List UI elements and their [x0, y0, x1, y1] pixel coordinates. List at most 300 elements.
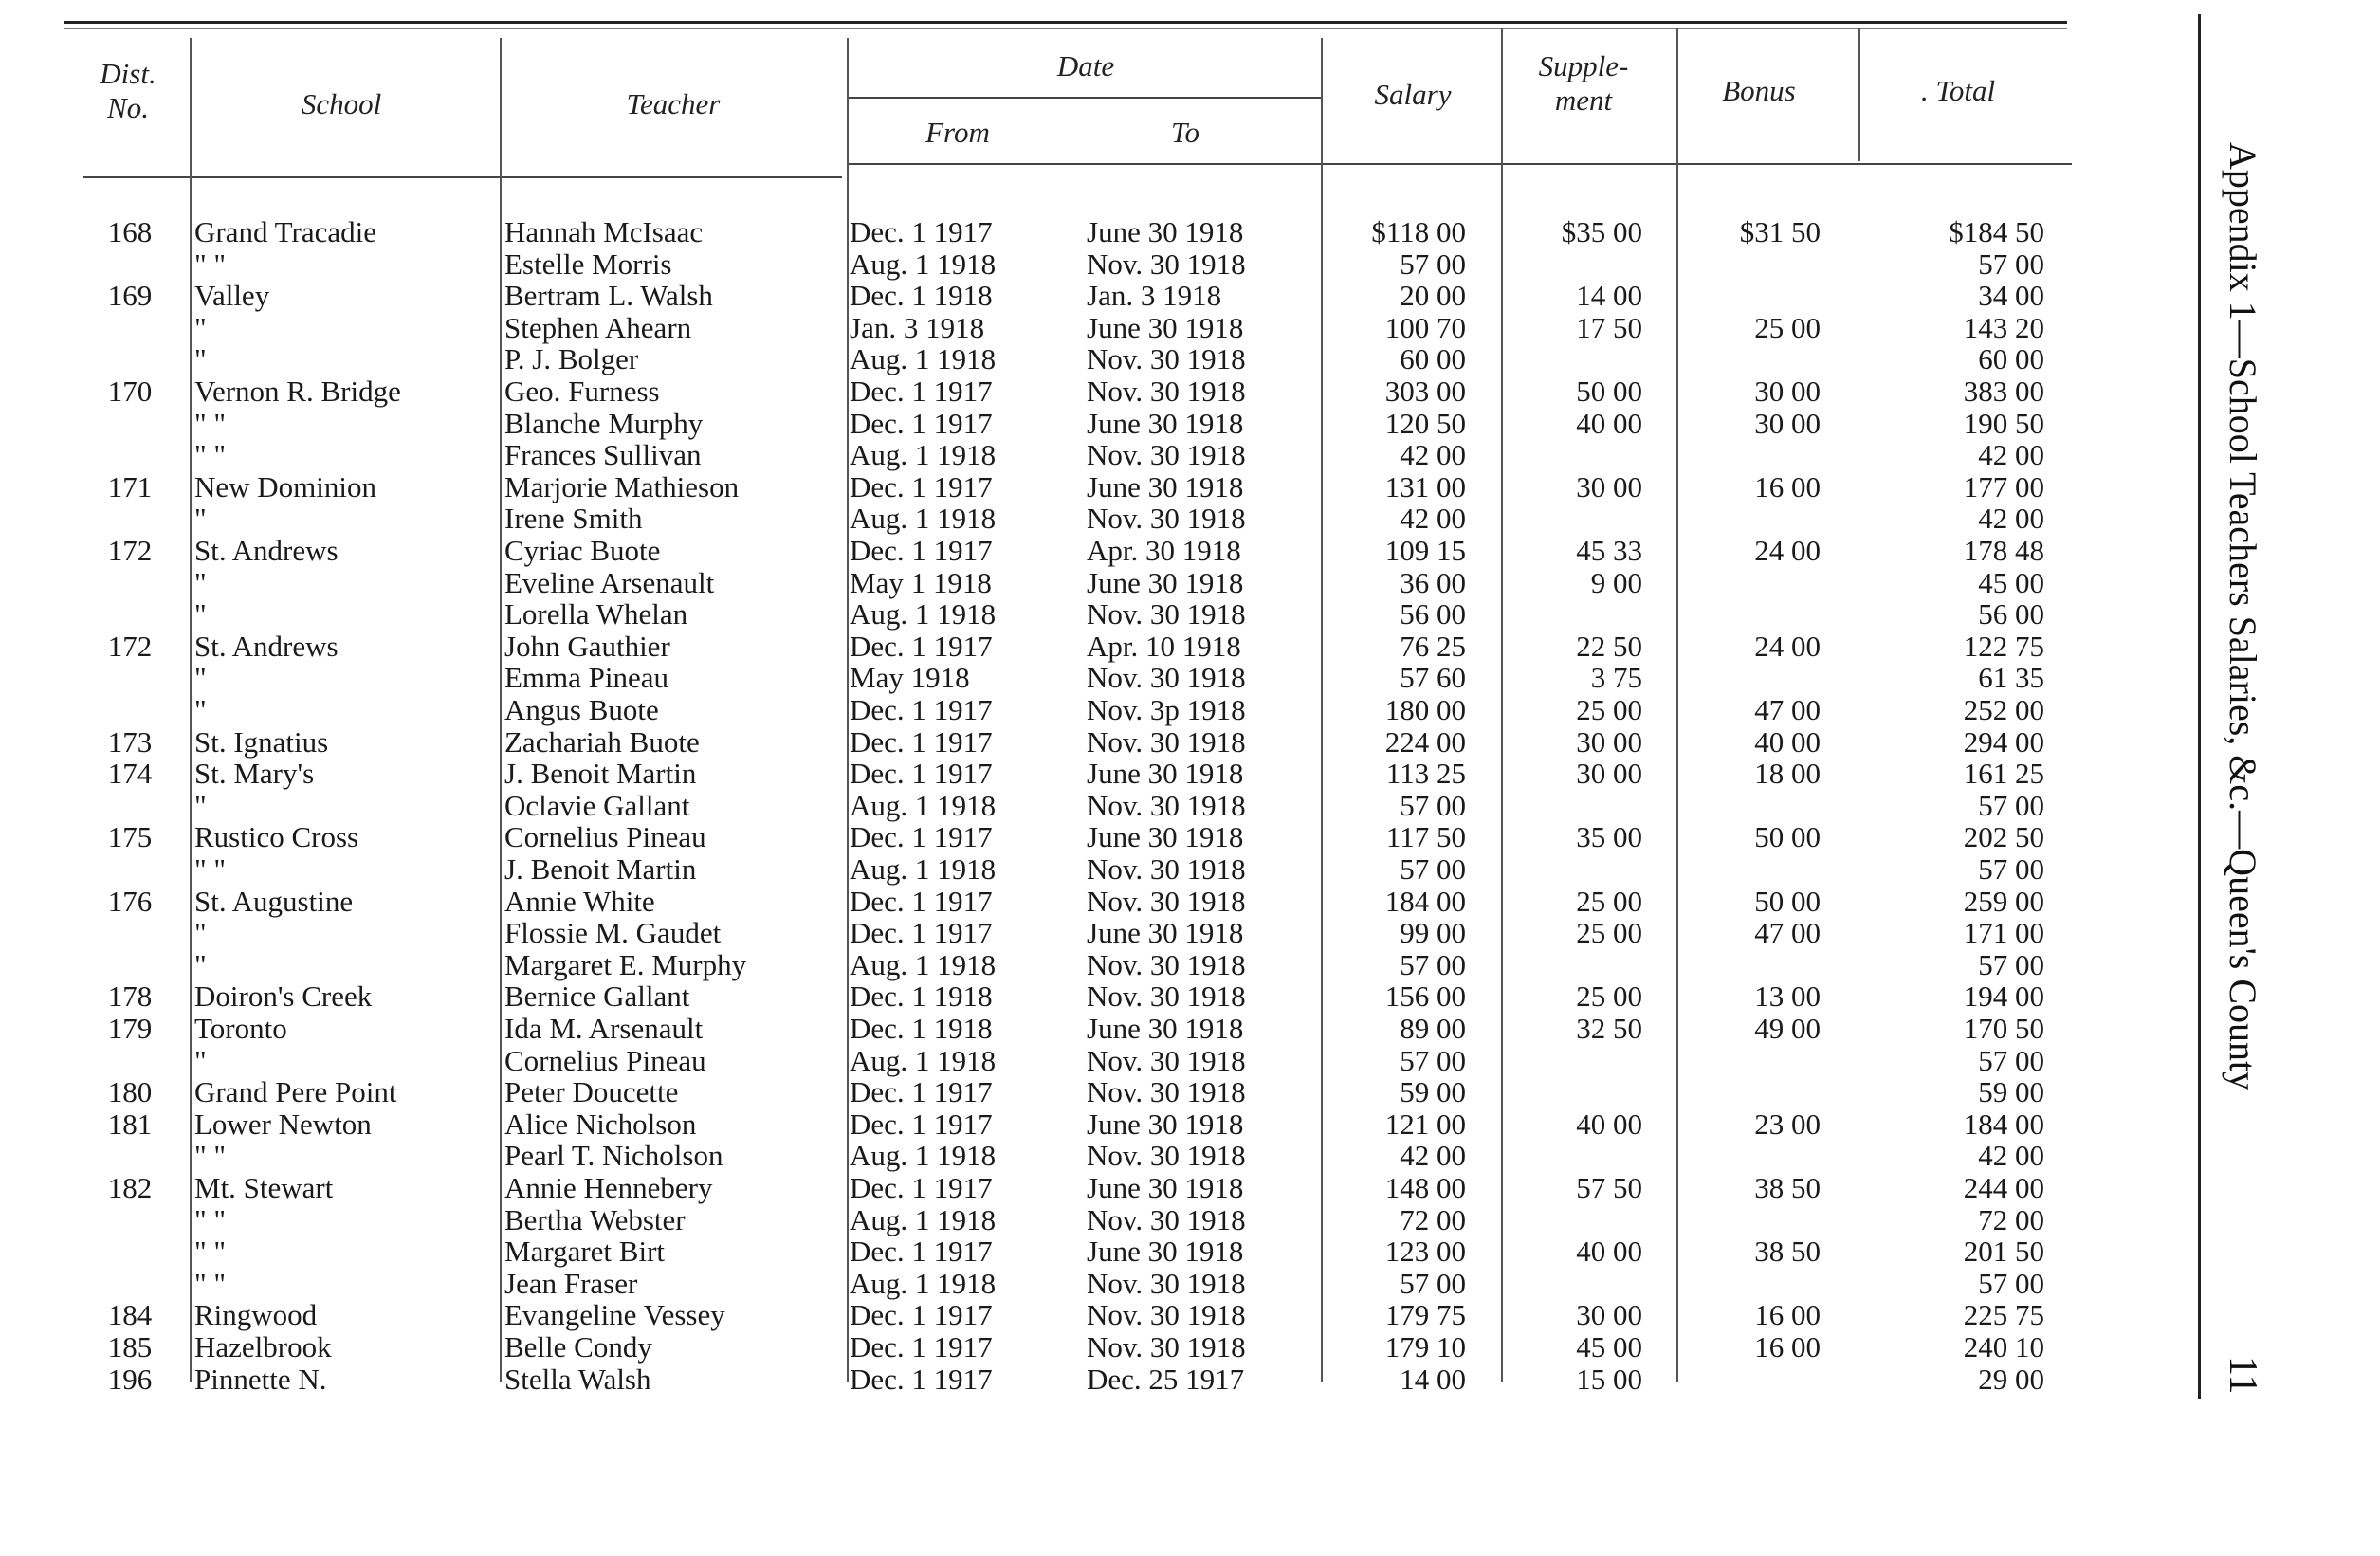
header-from: From — [925, 116, 990, 149]
teacher-cell: Cornelius Pineau — [504, 820, 706, 854]
salary-cell: 57 00 — [1400, 1266, 1466, 1300]
table-row — [0, 790, 2181, 822]
total-cell: 259 00 — [1963, 884, 2044, 918]
salary-cell: 180 00 — [1384, 693, 1466, 726]
salary-cell: 57 60 — [1400, 661, 1466, 695]
date-from-cell: Dec. 1 1917 — [850, 1362, 993, 1396]
total-cell: 194 00 — [1963, 979, 2044, 1014]
teacher-cell: Estelle Morris — [504, 247, 672, 281]
table-row — [0, 1140, 2181, 1172]
teacher-cell: John Gauthier — [504, 629, 670, 663]
date-from-cell: Aug. 1 1918 — [850, 1043, 997, 1077]
supplement-cell: $35 00 — [1561, 215, 1642, 248]
salary-cell: 120 50 — [1384, 406, 1466, 440]
teacher-cell: Evangeline Vessey — [504, 1298, 725, 1332]
header-supplement-line2: ment — [1554, 83, 1613, 117]
table-row — [0, 1045, 2181, 1077]
date-to-cell: June 30 1918 — [1087, 1235, 1244, 1269]
school-cell: " " — [194, 852, 227, 886]
teacher-cell: Pearl T. Nicholson — [504, 1139, 723, 1173]
date-from-cell: Dec. 1 1917 — [850, 1107, 993, 1141]
date-to-cell: Nov. 30 1918 — [1087, 661, 1246, 695]
table-row — [0, 312, 2181, 344]
total-cell: 57 00 — [1978, 947, 2044, 981]
salary-cell: 76 25 — [1400, 629, 1466, 663]
dist-cell: 185 — [107, 1330, 153, 1364]
date-to-cell: June 30 1918 — [1087, 565, 1244, 599]
total-cell: 178 48 — [1963, 534, 2044, 567]
table-row — [0, 280, 2181, 312]
salary-cell: 184 00 — [1384, 884, 1466, 918]
teacher-cell: Blanche Murphy — [504, 406, 704, 440]
teacher-cell: Stella Walsh — [504, 1362, 651, 1396]
supplement-cell: 14 00 — [1576, 279, 1642, 313]
teacher-cell: Margaret E. Murphy — [504, 947, 747, 981]
date-to-cell: Nov. 30 1918 — [1087, 375, 1246, 408]
teacher-cell: Zachariah Buote — [504, 724, 700, 759]
salary-cell: 57 00 — [1400, 852, 1466, 886]
salary-cell: 56 00 — [1400, 597, 1466, 632]
page-number: 11 — [2221, 1356, 2264, 1395]
total-cell: 143 20 — [1963, 310, 2044, 344]
supplement-cell: 30 00 — [1576, 469, 1642, 503]
date-to-cell: Nov. 30 1918 — [1087, 597, 1246, 632]
school-cell: " — [194, 342, 207, 376]
salary-cell: 224 00 — [1384, 724, 1466, 759]
total-cell: 225 75 — [1963, 1298, 2044, 1332]
total-cell: 60 00 — [1978, 342, 2044, 376]
salary-cell: 100 70 — [1384, 310, 1466, 344]
table-row — [0, 980, 2181, 1013]
dist-cell: 173 — [107, 724, 153, 759]
school-cell: " — [194, 788, 207, 822]
dist-cell: 170 — [107, 375, 153, 408]
teacher-cell: J. Benoit Martin — [504, 852, 697, 886]
dist-cell: 172 — [107, 629, 153, 663]
table-row — [0, 439, 2181, 471]
date-to-cell: Jan. 3 1918 — [1087, 279, 1222, 313]
teacher-cell: Frances Sullivan — [504, 438, 702, 472]
table-row — [0, 471, 2181, 503]
table-row — [0, 1331, 2181, 1364]
total-cell: 171 00 — [1963, 916, 2044, 950]
teacher-cell: Angus Buote — [504, 693, 659, 726]
date-to-cell: Nov. 30 1918 — [1087, 1043, 1246, 1077]
teacher-cell: Oclavie Gallant — [504, 788, 690, 822]
bonus-cell: 49 00 — [1754, 1012, 1821, 1045]
dist-cell: 171 — [107, 469, 153, 503]
table-row — [0, 758, 2181, 790]
date-from-cell: Dec. 1 1917 — [850, 1171, 993, 1204]
date-from-cell: Dec. 1 1917 — [850, 724, 993, 759]
total-cell: 72 00 — [1978, 1202, 2044, 1236]
total-cell: 252 00 — [1963, 693, 2044, 726]
salary-cell: 89 00 — [1400, 1012, 1466, 1045]
date-to-cell: Nov. 30 1918 — [1087, 247, 1246, 281]
bonus-cell: 38 50 — [1754, 1235, 1821, 1269]
table-row — [0, 1236, 2181, 1268]
school-cell: St. Mary's — [194, 757, 315, 791]
date-from-cell: Aug. 1 1918 — [850, 597, 997, 632]
school-cell: " " — [194, 1266, 227, 1300]
supplement-cell: 35 00 — [1576, 820, 1642, 854]
date-to-cell: Nov. 30 1918 — [1087, 724, 1246, 759]
table-row — [0, 1204, 2181, 1236]
table-row — [0, 567, 2181, 599]
bonus-cell: 50 00 — [1754, 884, 1821, 918]
date-from-cell: Dec. 1 1917 — [850, 1330, 993, 1364]
date-to-cell: Nov. 30 1918 — [1087, 1139, 1246, 1173]
salary-cell: 57 00 — [1400, 247, 1466, 281]
school-cell: New Dominion — [194, 469, 377, 503]
school-cell: " " — [194, 1139, 227, 1173]
date-to-cell: Nov. 3p 1918 — [1087, 693, 1246, 726]
school-cell: Doiron's Creek — [194, 979, 373, 1014]
teacher-cell: Flossie M. Gaudet — [504, 916, 722, 950]
total-cell: 57 00 — [1978, 788, 2044, 822]
total-cell: 240 10 — [1963, 1330, 2044, 1364]
date-to-cell: June 30 1918 — [1087, 310, 1244, 344]
date-from-cell: Aug. 1 1918 — [850, 1202, 997, 1236]
school-cell: " " — [194, 406, 227, 440]
table-row — [0, 853, 2181, 886]
bonus-cell: 47 00 — [1754, 916, 1821, 950]
supplement-cell: 30 00 — [1576, 757, 1642, 791]
salary-cell: 99 00 — [1400, 916, 1466, 950]
salary-cell: 303 00 — [1384, 375, 1466, 408]
bonus-cell: 16 00 — [1754, 1330, 1821, 1364]
date-from-cell: Dec. 1 1917 — [850, 406, 993, 440]
date-from-cell: Aug. 1 1918 — [850, 247, 997, 281]
bonus-cell: 25 00 — [1754, 310, 1821, 344]
dist-cell: 168 — [107, 215, 153, 248]
total-cell: 201 50 — [1963, 1235, 2044, 1269]
date-from-cell: Aug. 1 1918 — [850, 788, 997, 822]
table-row — [0, 503, 2181, 535]
dist-cell: 174 — [107, 757, 153, 791]
table-row — [0, 949, 2181, 981]
date-from-cell: Dec. 1 1917 — [850, 1235, 993, 1269]
teacher-cell: Eveline Arsenault — [504, 565, 715, 599]
bonus-cell: $31 50 — [1739, 215, 1821, 248]
date-to-cell: Apr. 30 1918 — [1087, 534, 1241, 567]
supplement-cell: 25 00 — [1576, 693, 1642, 726]
table-row — [0, 1108, 2181, 1141]
date-from-cell: Dec. 1 1917 — [850, 757, 993, 791]
dist-cell: 182 — [107, 1171, 153, 1204]
total-cell: 56 00 — [1978, 597, 2044, 632]
school-cell: " " — [194, 1235, 227, 1269]
school-cell: Pinnette N. — [194, 1362, 327, 1396]
bonus-cell: 13 00 — [1754, 979, 1821, 1014]
date-to-cell: Nov. 30 1918 — [1087, 788, 1246, 822]
supplement-cell: 40 00 — [1576, 1107, 1642, 1141]
teacher-cell: Cyriac Buote — [504, 534, 661, 567]
bonus-cell: 30 00 — [1754, 406, 1821, 440]
salary-cell: 148 00 — [1384, 1171, 1466, 1204]
date-from-cell: Dec. 1 1917 — [850, 469, 993, 503]
total-cell: 383 00 — [1963, 375, 2044, 408]
table-row — [0, 662, 2181, 694]
date-to-cell: June 30 1918 — [1087, 916, 1244, 950]
date-from-cell: Aug. 1 1918 — [850, 502, 997, 536]
salary-cell: 36 00 — [1400, 565, 1466, 599]
header-bonus: Bonus — [1722, 74, 1796, 107]
date-from-cell: Dec. 1 1917 — [850, 693, 993, 726]
teacher-cell: Cornelius Pineau — [504, 1043, 706, 1077]
total-cell: 161 25 — [1963, 757, 2044, 791]
date-to-cell: Nov. 30 1918 — [1087, 1298, 1246, 1332]
school-cell: Valley — [194, 279, 270, 313]
header-salary: Salary — [1374, 78, 1452, 111]
supplement-cell: 25 00 — [1576, 979, 1642, 1014]
header-teacher: Teacher — [626, 87, 721, 120]
date-from-cell: Dec. 1 1917 — [850, 534, 993, 567]
supplement-cell: 3 75 — [1590, 661, 1642, 695]
supplement-cell: 17 50 — [1576, 310, 1642, 344]
date-to-cell: Nov. 30 1918 — [1087, 852, 1246, 886]
teacher-cell: Lorella Whelan — [504, 597, 688, 632]
date-to-cell: Nov. 30 1918 — [1087, 947, 1246, 981]
bonus-cell: 38 50 — [1754, 1171, 1821, 1204]
total-cell: 42 00 — [1978, 438, 2044, 472]
teacher-cell: Geo. Furness — [504, 375, 660, 408]
supplement-cell: 45 33 — [1576, 534, 1642, 567]
bonus-cell: 30 00 — [1754, 375, 1821, 408]
school-cell: " — [194, 565, 207, 599]
salary-cell: 14 00 — [1400, 1362, 1466, 1396]
header-supplement-line1: Supple- — [1538, 49, 1629, 82]
school-cell: " — [194, 1043, 207, 1077]
school-cell: Grand Tracadie — [194, 215, 376, 248]
date-from-cell: Aug. 1 1918 — [850, 947, 997, 981]
date-from-cell: Dec. 1 1918 — [850, 979, 993, 1014]
bonus-cell: 16 00 — [1754, 1298, 1821, 1332]
dist-cell: 176 — [107, 884, 153, 918]
date-to-cell: June 30 1918 — [1087, 215, 1244, 248]
date-from-cell: Aug. 1 1918 — [850, 438, 997, 472]
salary-cell: 60 00 — [1400, 342, 1466, 376]
school-cell: St. Andrews — [194, 534, 339, 567]
date-to-cell: June 30 1918 — [1087, 820, 1244, 854]
salary-cell: 179 75 — [1384, 1298, 1466, 1332]
date-from-cell: Jan. 3 1918 — [850, 310, 985, 344]
bonus-cell: 16 00 — [1754, 469, 1821, 503]
dist-cell: 196 — [107, 1362, 153, 1396]
school-cell: Mt. Stewart — [194, 1171, 334, 1204]
salary-cell: 42 00 — [1400, 1139, 1466, 1173]
date-to-cell: June 30 1918 — [1087, 406, 1244, 440]
total-cell: 57 00 — [1978, 852, 2044, 886]
teacher-cell: Emma Pineau — [504, 661, 669, 695]
table-row — [0, 1172, 2181, 1204]
supplement-cell: 25 00 — [1576, 916, 1642, 950]
school-cell: Grand Pere Point — [194, 1075, 397, 1109]
total-cell: $184 50 — [1949, 215, 2044, 248]
side-rule — [2198, 14, 2201, 1399]
bonus-cell: 23 00 — [1754, 1107, 1821, 1141]
total-cell: 177 00 — [1963, 469, 2044, 503]
bonus-cell: 50 00 — [1754, 820, 1821, 854]
date-to-cell: Nov. 30 1918 — [1087, 1330, 1246, 1364]
supplement-cell: 25 00 — [1576, 884, 1642, 918]
date-to-cell: Nov. 30 1918 — [1087, 884, 1246, 918]
salary-cell: 109 15 — [1384, 534, 1466, 567]
supplement-cell: 30 00 — [1576, 1298, 1642, 1332]
school-cell: Vernon R. Bridge — [194, 375, 401, 408]
date-from-cell: Dec. 1 1918 — [850, 279, 993, 313]
date-to-cell: Nov. 30 1918 — [1087, 342, 1246, 376]
salary-cell: 20 00 — [1400, 279, 1466, 313]
header-to: To — [1171, 116, 1199, 149]
salary-cell: $118 00 — [1371, 215, 1466, 248]
teacher-cell: Bertram L. Walsh — [504, 279, 713, 313]
salary-cell: 42 00 — [1400, 438, 1466, 472]
supplement-cell: 50 00 — [1576, 375, 1642, 408]
total-cell: 170 50 — [1963, 1012, 2044, 1045]
date-from-cell: Dec. 1 1917 — [850, 820, 993, 854]
total-cell: 34 00 — [1978, 279, 2044, 313]
teacher-cell: Annie Hennebery — [504, 1171, 713, 1204]
school-cell: " " — [194, 438, 227, 472]
school-cell: Lower Newton — [194, 1107, 372, 1141]
date-to-cell: Nov. 30 1918 — [1087, 502, 1246, 536]
table-row — [0, 917, 2181, 949]
teacher-cell: Ida M. Arsenault — [504, 1012, 704, 1045]
teacher-cell: J. Benoit Martin — [504, 757, 697, 791]
total-cell: 29 00 — [1978, 1362, 2044, 1396]
school-cell: St. Andrews — [194, 629, 339, 663]
total-cell: 57 00 — [1978, 1043, 2044, 1077]
supplement-cell: 40 00 — [1576, 406, 1642, 440]
table-row — [0, 408, 2181, 440]
school-cell: Rustico Cross — [194, 820, 359, 854]
dist-cell: 180 — [107, 1075, 153, 1109]
supplement-cell: 30 00 — [1576, 724, 1642, 759]
total-cell: 190 50 — [1963, 406, 2044, 440]
date-from-cell: Dec. 1 1917 — [850, 629, 993, 663]
salary-cell: 72 00 — [1400, 1202, 1466, 1236]
total-cell: 244 00 — [1963, 1171, 2044, 1204]
salary-cell: 179 10 — [1384, 1330, 1466, 1364]
table-row — [0, 1364, 2181, 1396]
school-cell: Hazelbrook — [194, 1330, 332, 1364]
date-to-cell: Nov. 30 1918 — [1087, 438, 1246, 472]
salary-cell: 113 25 — [1385, 757, 1466, 791]
supplement-cell: 32 50 — [1576, 1012, 1642, 1045]
total-cell: 184 00 — [1963, 1107, 2044, 1141]
supplement-cell: 45 00 — [1576, 1330, 1642, 1364]
school-cell: " " — [194, 1202, 227, 1236]
date-to-cell: June 30 1918 — [1087, 1107, 1244, 1141]
table-row — [0, 1013, 2181, 1045]
table-row — [0, 821, 2181, 853]
salary-cell: 156 00 — [1384, 979, 1466, 1014]
school-cell: St. Ignatius — [194, 724, 329, 759]
teacher-cell: Annie White — [504, 884, 655, 918]
teacher-cell: Irene Smith — [504, 502, 643, 536]
date-from-cell: Dec. 1 1917 — [850, 1075, 993, 1109]
school-cell: Toronto — [194, 1012, 287, 1045]
school-cell: Ringwood — [194, 1298, 318, 1332]
supplement-cell: 22 50 — [1576, 629, 1642, 663]
table-row — [0, 598, 2181, 631]
school-cell: " — [194, 310, 207, 344]
total-cell: 294 00 — [1963, 724, 2044, 759]
salary-cell: 57 00 — [1400, 1043, 1466, 1077]
date-from-cell: Dec. 1 1917 — [850, 884, 993, 918]
table-row — [0, 631, 2181, 663]
teacher-cell: Bernice Gallant — [504, 979, 690, 1014]
running-title: Appendix 1—School Teachers Salaries, &c.—Queen's County — [2222, 142, 2264, 1091]
date-from-cell: Dec. 1 1918 — [850, 1012, 993, 1045]
teacher-cell: Margaret Birt — [504, 1235, 666, 1269]
date-to-cell: June 30 1918 — [1087, 757, 1244, 791]
school-cell: " — [194, 693, 207, 726]
date-to-cell: Dec. 25 1917 — [1087, 1362, 1245, 1396]
table-row — [0, 1268, 2181, 1300]
total-cell: 57 00 — [1978, 247, 2044, 281]
date-from-cell: Dec. 1 1917 — [850, 215, 993, 248]
date-to-cell: Nov. 30 1918 — [1087, 1266, 1246, 1300]
header-total: . Total — [1920, 74, 1996, 107]
salary-cell: 42 00 — [1400, 502, 1466, 536]
total-cell: 57 00 — [1978, 1266, 2044, 1300]
salary-cell: 57 00 — [1400, 947, 1466, 981]
salary-cell: 57 00 — [1400, 788, 1466, 822]
teacher-cell: Stephen Ahearn — [504, 310, 692, 344]
teacher-cell: Alice Nicholson — [504, 1107, 697, 1141]
teacher-cell: Hannah McIsaac — [504, 215, 704, 248]
table-row — [0, 694, 2181, 726]
salary-cell: 131 00 — [1384, 469, 1466, 503]
date-from-cell: Dec. 1 1917 — [850, 916, 993, 950]
supplement-cell: 9 00 — [1590, 565, 1642, 599]
salary-cell: 117 50 — [1385, 820, 1466, 854]
table-row — [0, 375, 2181, 408]
teacher-cell: Bertha Webster — [504, 1202, 686, 1236]
date-from-cell: Aug. 1 1918 — [850, 852, 997, 886]
date-from-cell: Aug. 1 1918 — [850, 1139, 997, 1173]
total-cell: 202 50 — [1963, 820, 2044, 854]
dist-cell: 172 — [107, 534, 153, 567]
supplement-cell: 40 00 — [1576, 1235, 1642, 1269]
total-cell: 122 75 — [1963, 629, 2044, 663]
date-to-cell: Nov. 30 1918 — [1087, 1202, 1246, 1236]
supplement-cell: 15 00 — [1576, 1362, 1642, 1396]
bonus-cell: 47 00 — [1754, 693, 1821, 726]
date-from-cell: Aug. 1 1918 — [850, 342, 997, 376]
dist-cell: 181 — [107, 1107, 153, 1141]
total-cell: 42 00 — [1978, 1139, 2044, 1173]
date-to-cell: June 30 1918 — [1087, 1012, 1244, 1045]
total-cell: 61 35 — [1978, 661, 2044, 695]
school-cell: " — [194, 947, 207, 981]
school-cell: St. Augustine — [194, 884, 354, 918]
date-to-cell: Nov. 30 1918 — [1087, 1075, 1246, 1109]
table-row — [0, 1299, 2181, 1331]
teacher-cell: Marjorie Mathieson — [504, 469, 740, 503]
salary-cell: 123 00 — [1384, 1235, 1466, 1269]
date-to-cell: June 30 1918 — [1087, 1171, 1244, 1204]
school-cell: " — [194, 502, 207, 536]
table-row — [0, 726, 2181, 759]
table-row — [0, 343, 2181, 375]
teacher-cell: Belle Condy — [504, 1330, 652, 1364]
salary-cell: 59 00 — [1400, 1075, 1466, 1109]
bonus-cell: 40 00 — [1754, 724, 1821, 759]
teacher-cell: Peter Doucette — [504, 1075, 679, 1109]
